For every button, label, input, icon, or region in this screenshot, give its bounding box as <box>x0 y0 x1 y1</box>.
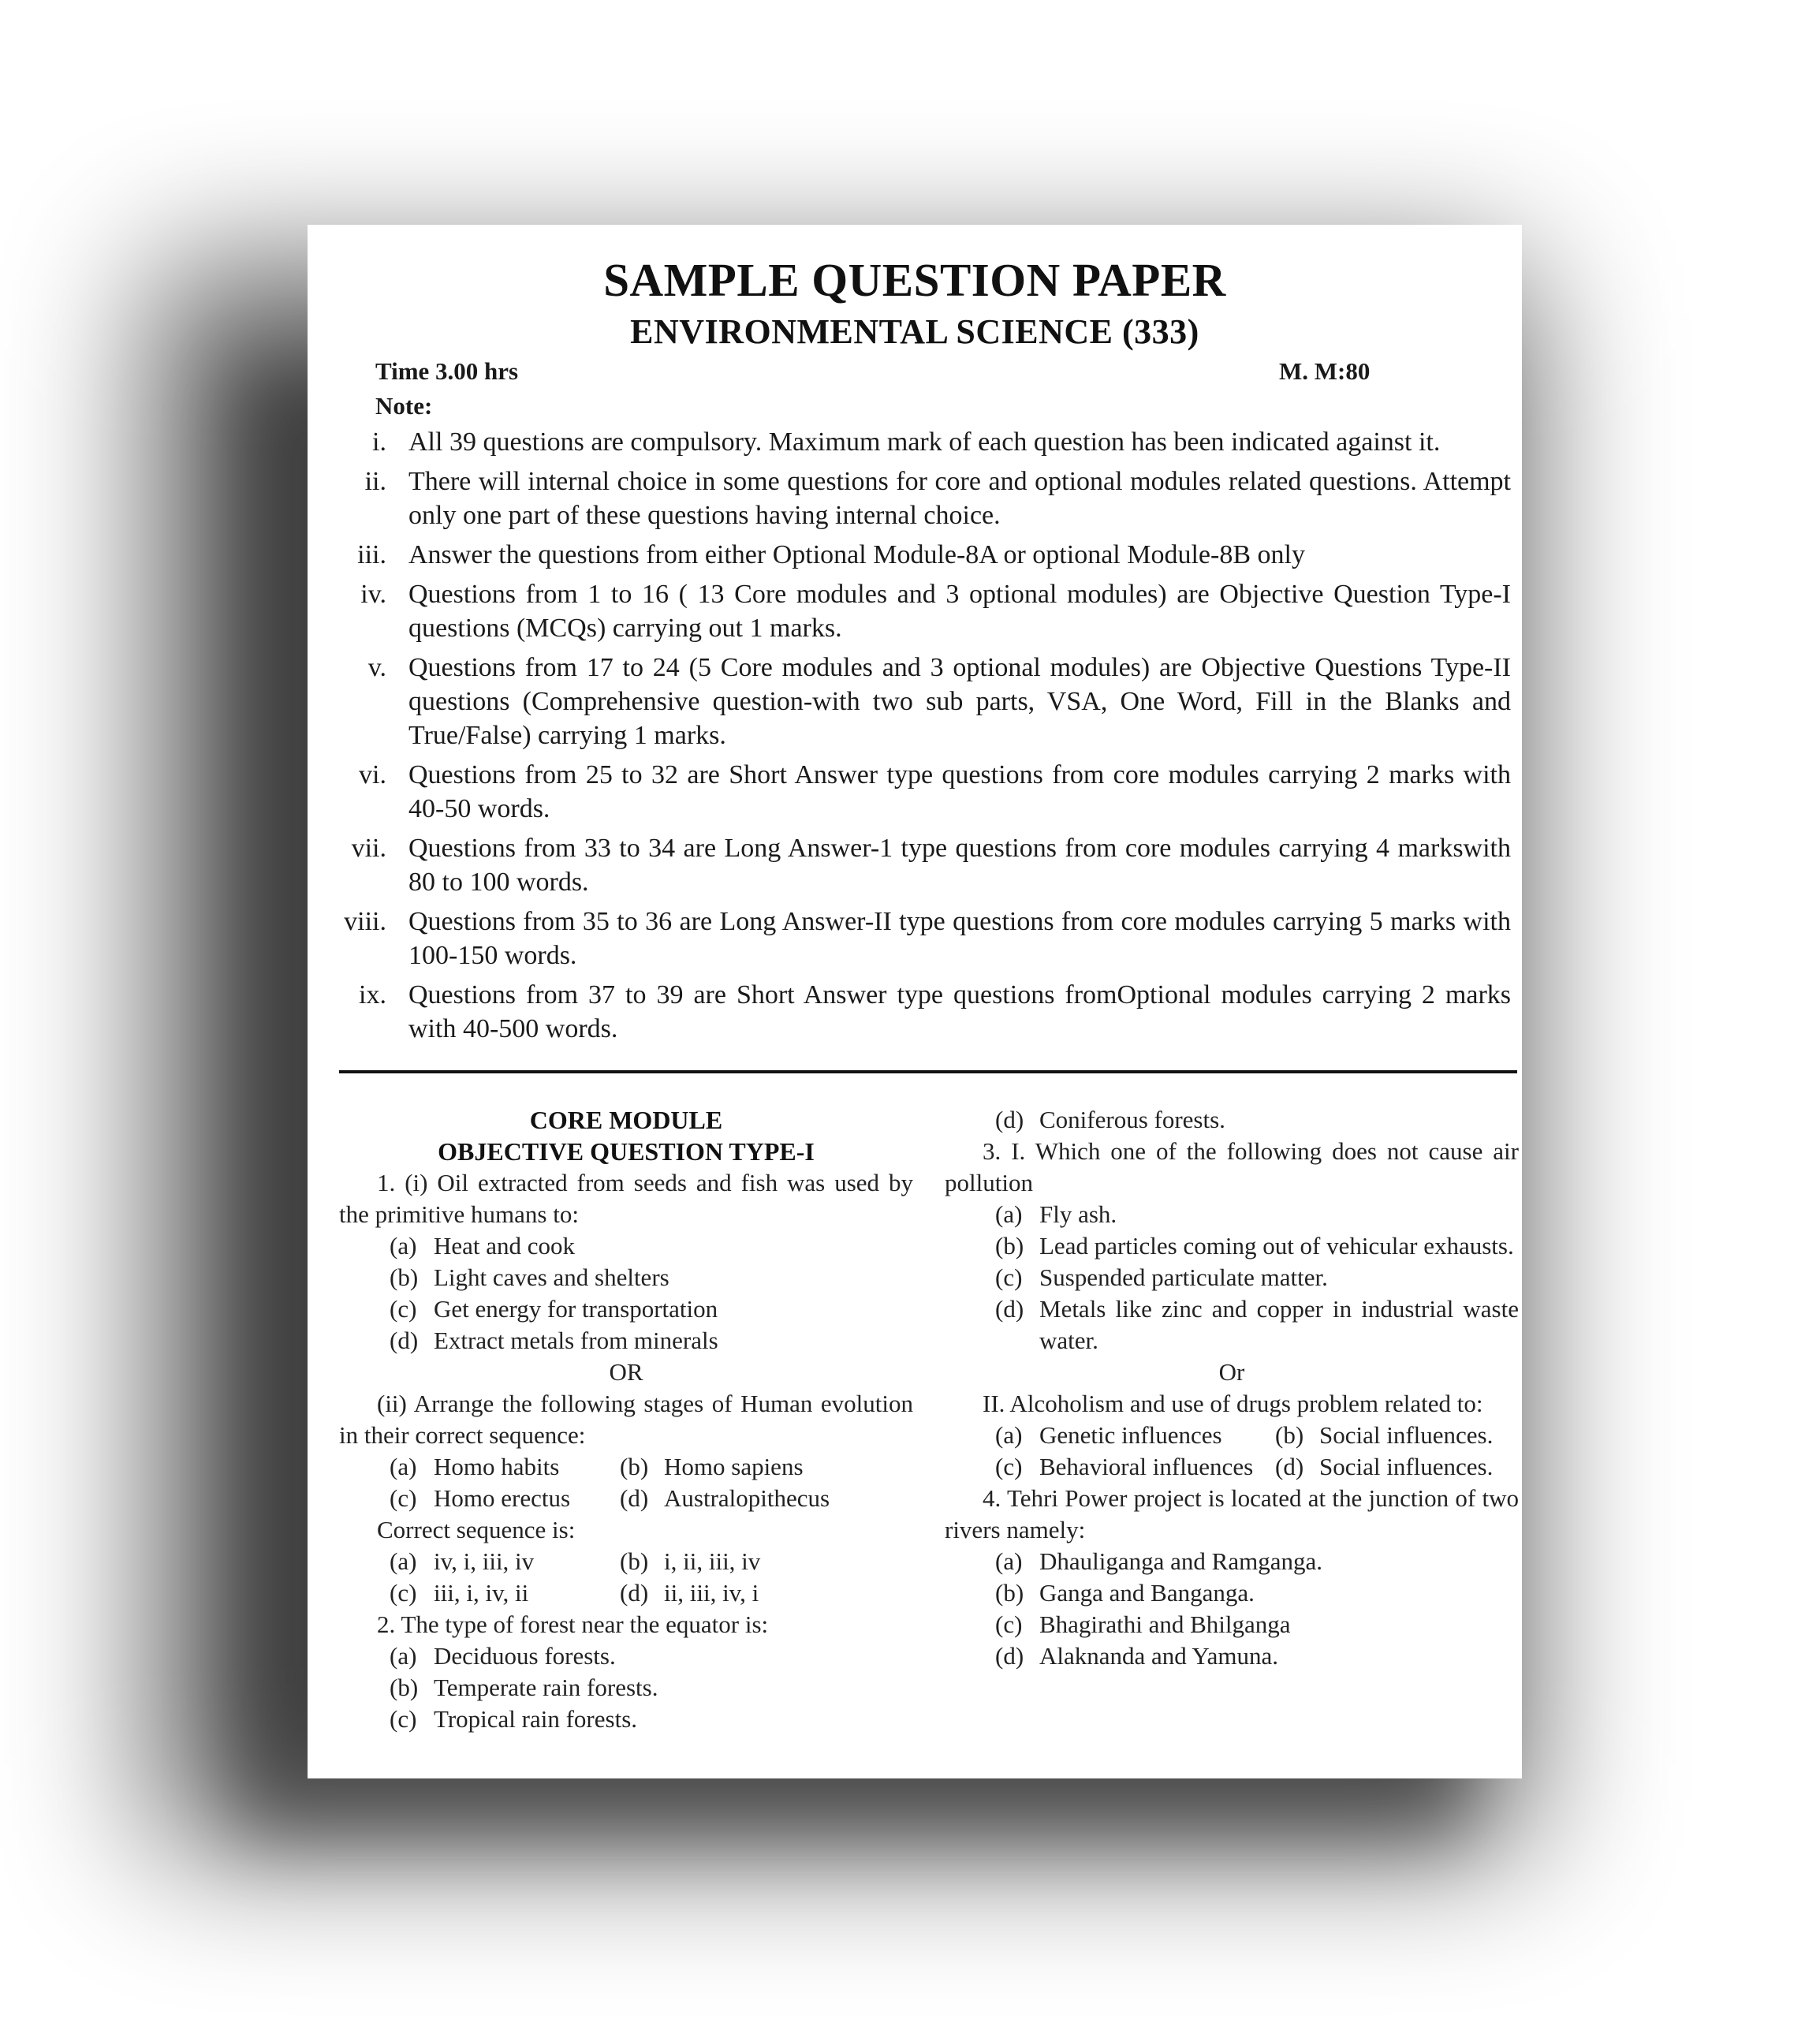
option-pair <box>339 1483 913 1514</box>
option-text: Get energy for transportation <box>434 1295 718 1323</box>
option-label: (a) <box>995 1200 1023 1228</box>
option-item <box>620 1577 850 1609</box>
question-1-options <box>339 1230 913 1357</box>
question-1-text: 1. (i) Oil extracted from seeds and fish was used by the primitive humans to: <box>339 1169 913 1228</box>
option-item <box>995 1420 1275 1451</box>
option-text: Light caves and shelters <box>434 1263 669 1291</box>
option-text: Homo habits <box>434 1453 560 1480</box>
option-item <box>339 1293 913 1325</box>
option-text: Lead particles coming out of vehicular exhausts. <box>1039 1232 1514 1260</box>
option-text: Metals like zinc and copper in industrial waste water. <box>1039 1295 1519 1354</box>
note-number: v. <box>367 653 386 682</box>
option-text: Fly ash. <box>1039 1200 1117 1228</box>
option-label: (a) <box>390 1453 417 1480</box>
option-item <box>339 1325 913 1357</box>
option-label: (c) <box>390 1295 417 1323</box>
note-item <box>308 758 1522 826</box>
option-label: (a) <box>390 1232 417 1260</box>
question-4-options <box>945 1546 1519 1672</box>
option-label: (b) <box>995 1579 1024 1607</box>
option-label: (b) <box>620 1547 649 1575</box>
right-column <box>945 1104 1519 1672</box>
option-item <box>390 1483 620 1514</box>
sequence-title: Correct sequence is: <box>377 1516 576 1543</box>
note-number: vi. <box>359 760 386 789</box>
note-number: iv. <box>360 580 386 609</box>
option-item <box>945 1577 1519 1609</box>
option-text: Behavioral influences <box>1039 1453 1254 1480</box>
paper-subtitle: ENVIRONMENTAL SCIENCE (333) <box>630 312 1199 351</box>
option-pair <box>339 1546 913 1577</box>
option-item <box>339 1640 913 1672</box>
note-item <box>308 905 1522 972</box>
document-page <box>308 225 1522 1778</box>
note-item <box>308 465 1522 532</box>
note-item <box>308 577 1522 645</box>
option-label: (b) <box>995 1232 1024 1260</box>
question-4-text: 4. Tehri Power project is located at the junction of two rivers namely: <box>945 1484 1519 1543</box>
note-number: iii. <box>357 540 386 569</box>
option-text: Heat and cook <box>434 1232 576 1260</box>
option-text: Ganga and Banganga. <box>1039 1579 1255 1607</box>
option-label: (c) <box>995 1263 1023 1291</box>
option-label: (c) <box>995 1610 1023 1638</box>
option-label: (a) <box>390 1547 417 1575</box>
time-label: Time 3.00 hrs <box>375 357 519 385</box>
note-item <box>308 978 1522 1046</box>
option-item <box>1275 1451 1505 1483</box>
max-marks-label: M. M:80 <box>1279 357 1371 385</box>
note-text: Questions from 1 to 16 ( 13 Core modules and 3 optional modules) are Objective Question Type-I questions (MCQs) carrying out 1 marks. <box>408 580 1511 643</box>
option-label: (d) <box>620 1484 649 1512</box>
option-item <box>945 1199 1519 1230</box>
option-pair <box>945 1420 1519 1451</box>
option-label: (d) <box>995 1295 1024 1323</box>
option-item <box>339 1704 913 1735</box>
note-text: Questions from 17 to 24 (5 Core modules and 3 optional modules) are Objective Questions Type-II questions (Comprehensive question-with two sub parts, VSA, One Word, Fill in the Blanks and True/False) carrying 1 marks. <box>408 653 1511 750</box>
note-number: ix. <box>359 980 386 1010</box>
option-label: (a) <box>995 1547 1023 1575</box>
option-text: Coniferous forests. <box>1039 1106 1225 1133</box>
note-item <box>308 651 1522 752</box>
note-text: Questions from 25 to 32 are Short Answer type questions from core modules carrying 2 marks with 40-50 words. <box>408 760 1511 823</box>
question-2-text: 2. The type of forest near the equator is: <box>377 1610 769 1638</box>
option-item <box>1275 1420 1505 1451</box>
option-item <box>945 1262 1519 1293</box>
option-text: Genetic influences <box>1039 1421 1222 1449</box>
option-text: Social influences. <box>1319 1453 1494 1480</box>
option-label: (d) <box>1275 1453 1304 1480</box>
option-text: Social influences. <box>1319 1421 1494 1449</box>
option-label: (b) <box>1275 1421 1304 1449</box>
question-3-options <box>945 1199 1519 1357</box>
option-item <box>339 1230 913 1262</box>
note-text: Questions from 35 to 36 are Long Answer-II type questions from core modules carrying 5 marks with 100-150 words. <box>408 907 1511 970</box>
question-2-options <box>339 1640 913 1735</box>
note-item <box>308 425 1522 459</box>
option-text: Alaknanda and Yamuna. <box>1039 1642 1279 1670</box>
note-label: Note: <box>375 392 433 420</box>
question-3-text: 3. I. Which one of the following does not cause air pollution <box>945 1137 1519 1196</box>
option-item <box>945 1293 1519 1357</box>
option-text: Homo erectus <box>434 1484 571 1512</box>
note-number: i. <box>372 427 386 457</box>
note-number: vii. <box>351 834 386 863</box>
option-item <box>620 1546 850 1577</box>
option-text: Homo sapiens <box>664 1453 804 1480</box>
note-text: Questions from 33 to 34 are Long Answer-1 type questions from core modules carrying 4 markswith 80 to 100 words. <box>408 834 1511 897</box>
note-text: All 39 questions are compulsory. Maximum mark of each question has been indicated against it. <box>408 427 1441 457</box>
option-label: (c) <box>390 1705 417 1733</box>
option-item <box>620 1451 850 1483</box>
option-label: (d) <box>995 1106 1024 1133</box>
option-text: Suspended particulate matter. <box>1039 1263 1328 1291</box>
option-label: (a) <box>390 1642 417 1670</box>
or-separator-right: Or <box>1218 1358 1245 1386</box>
paper-title: SAMPLE QUESTION PAPER <box>603 254 1226 306</box>
question-1ii-text: (ii) Arrange the following stages of Human evolution in their correct sequence: <box>339 1390 913 1449</box>
option-item <box>995 1451 1275 1483</box>
option-label: (b) <box>620 1453 649 1480</box>
option-text: Bhagirathi and Bhilganga <box>1039 1610 1291 1638</box>
option-text: iv, i, iii, iv <box>434 1547 535 1575</box>
note-list <box>308 425 1522 1051</box>
option-text: Temperate rain forests. <box>434 1674 658 1701</box>
option-text: Extract metals from minerals <box>434 1327 718 1354</box>
option-text: ii, iii, iv, i <box>664 1579 759 1607</box>
option-item <box>945 1609 1519 1640</box>
sequence-options <box>339 1546 913 1609</box>
option-item <box>945 1546 1519 1577</box>
question-3ii-text: II. Alcoholism and use of drugs problem related to: <box>983 1390 1483 1417</box>
note-item <box>308 538 1522 572</box>
note-item <box>308 831 1522 899</box>
left-column <box>339 1104 913 1735</box>
option-label: (d) <box>390 1327 419 1354</box>
option-text: Tropical rain forests. <box>434 1705 638 1733</box>
option-label: (b) <box>390 1263 419 1291</box>
note-number: viii. <box>344 907 386 936</box>
question-1ii-stages <box>339 1451 913 1514</box>
option-label: (b) <box>390 1674 419 1701</box>
note-text: Answer the questions from either Optional Module-8A or optional Module-8B only <box>408 540 1305 569</box>
option-label: (d) <box>620 1579 649 1607</box>
note-number: ii. <box>364 467 386 496</box>
option-item <box>390 1577 620 1609</box>
question-3ii-options <box>945 1420 1519 1483</box>
option-pair <box>339 1451 913 1483</box>
page-content <box>308 225 1522 1778</box>
section-subtitle: OBJECTIVE QUESTION TYPE-I <box>438 1137 815 1166</box>
option-item <box>620 1483 850 1514</box>
option-text: i, ii, iii, iv <box>664 1547 761 1575</box>
option-pair <box>945 1451 1519 1483</box>
option-pair <box>339 1577 913 1609</box>
option-label: (c) <box>995 1453 1023 1480</box>
option-text: Dhauliganga and Ramganga. <box>1039 1547 1322 1575</box>
option-label: (a) <box>995 1421 1023 1449</box>
section-divider <box>339 1070 1517 1073</box>
option-item <box>945 1230 1519 1262</box>
option-text: iii, i, iv, ii <box>434 1579 529 1607</box>
note-text: There will internal choice in some questions for core and optional modules related questions. Attempt only one part of these questions having internal choice. <box>408 467 1511 530</box>
option-item <box>339 1262 913 1293</box>
option-item <box>339 1672 913 1704</box>
option-text: Deciduous forests. <box>434 1642 616 1670</box>
note-text: Questions from 37 to 39 are Short Answer type questions fromOptional modules carrying 2 marks with 40-500 words. <box>408 980 1511 1043</box>
option-item <box>390 1451 620 1483</box>
option-item <box>945 1640 1519 1672</box>
option-label: (c) <box>390 1579 417 1607</box>
option-item <box>390 1546 620 1577</box>
or-separator: OR <box>609 1358 643 1386</box>
option-text: Australopithecus <box>664 1484 830 1512</box>
option-label: (d) <box>995 1642 1024 1670</box>
option-label: (c) <box>390 1484 417 1512</box>
question-2-option-d <box>945 1104 1519 1136</box>
section-title: CORE MODULE <box>529 1106 723 1134</box>
